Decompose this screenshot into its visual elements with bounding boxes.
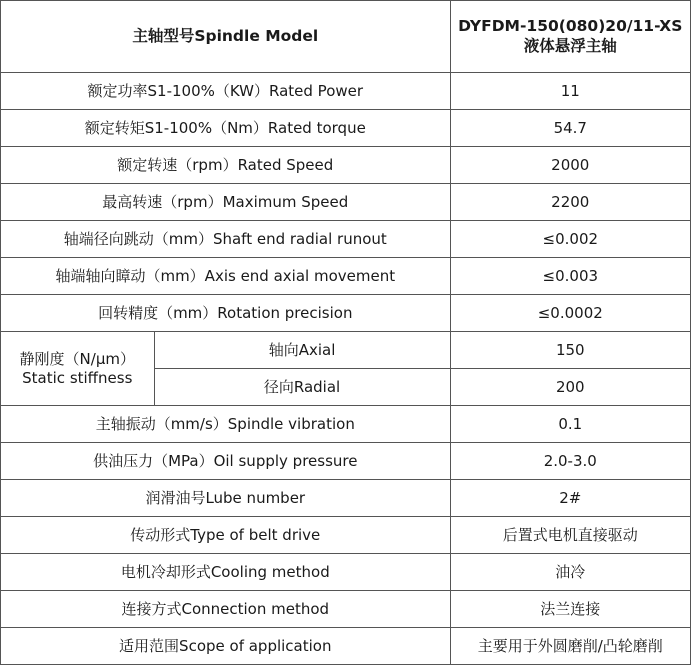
table-row xyxy=(1,480,691,517)
row-value: 后置式电机直接驱动 xyxy=(450,517,690,554)
row-label: 回转精度（mm）Rotation precision xyxy=(1,295,451,332)
row-value: 2# xyxy=(450,480,690,517)
row-value: 54.7 xyxy=(450,110,690,147)
table-row xyxy=(1,147,691,184)
table-row xyxy=(1,554,691,591)
row-label: 供油压力（MPa）Oil supply pressure xyxy=(1,443,451,480)
radial-value: 200 xyxy=(450,369,690,406)
row-value: 2.0-3.0 xyxy=(450,443,690,480)
table-row xyxy=(1,628,691,665)
axial-label: 轴向Axial xyxy=(154,332,450,369)
model-label-cell: 主轴型号Spindle Model xyxy=(1,1,451,73)
row-label: 最高转速（rpm）Maximum Speed xyxy=(1,184,451,221)
row-label: 电机冷却形式Cooling method xyxy=(1,554,451,591)
row-label: 传动形式Type of belt drive xyxy=(1,517,451,554)
table-row xyxy=(1,406,691,443)
stiffness-label-en: Static stiffness xyxy=(22,368,133,387)
table-row xyxy=(1,517,691,554)
stiffness-label-cell xyxy=(1,332,155,406)
row-value: ≤0.003 xyxy=(450,258,690,295)
table-row xyxy=(1,184,691,221)
row-value: ≤0.0002 xyxy=(450,295,690,332)
row-value: 2200 xyxy=(450,184,690,221)
row-value: 0.1 xyxy=(450,406,690,443)
model-name-line2: 液体悬浮主轴 xyxy=(523,36,617,55)
table-row xyxy=(1,73,691,110)
row-label: 适用范围Scope of application xyxy=(1,628,451,665)
stiffness-axial-row xyxy=(1,332,691,369)
stiffness-label-zh: 静刚度（N/μm） xyxy=(19,349,135,368)
row-label: 连接方式Connection method xyxy=(1,591,451,628)
model-name-line1: DYFDM-150(080)20/11-XS xyxy=(458,17,683,36)
row-label: 轴端轴向瞕动（mm）Axis end axial movement xyxy=(1,258,451,295)
row-value: 法兰连接 xyxy=(450,591,690,628)
row-value: 11 xyxy=(450,73,690,110)
axial-value: 150 xyxy=(450,332,690,369)
table-row xyxy=(1,110,691,147)
row-label: 额定转速（rpm）Rated Speed xyxy=(1,147,451,184)
row-label: 轴端径向跳动（mm）Shaft end radial runout xyxy=(1,221,451,258)
model-name-cell xyxy=(450,1,690,73)
row-value: ≤0.002 xyxy=(450,221,690,258)
table-row xyxy=(1,591,691,628)
table-row xyxy=(1,443,691,480)
table-row xyxy=(1,221,691,258)
row-label: 额定功率S1-100%（KW）Rated Power xyxy=(1,73,451,110)
row-label: 额定转矩S1-100%（Nm）Rated torque xyxy=(1,110,451,147)
row-value: 2000 xyxy=(450,147,690,184)
header-row xyxy=(1,1,691,73)
table-row xyxy=(1,258,691,295)
row-value: 主要用于外圆磨削/凸轮磨削 xyxy=(450,628,690,665)
table-row xyxy=(1,295,691,332)
row-label: 润滑油号Lube number xyxy=(1,480,451,517)
row-value: 油冷 xyxy=(450,554,690,591)
row-label: 主轴振动（mm/s）Spindle vibration xyxy=(1,406,451,443)
radial-label: 径向Radial xyxy=(154,369,450,406)
